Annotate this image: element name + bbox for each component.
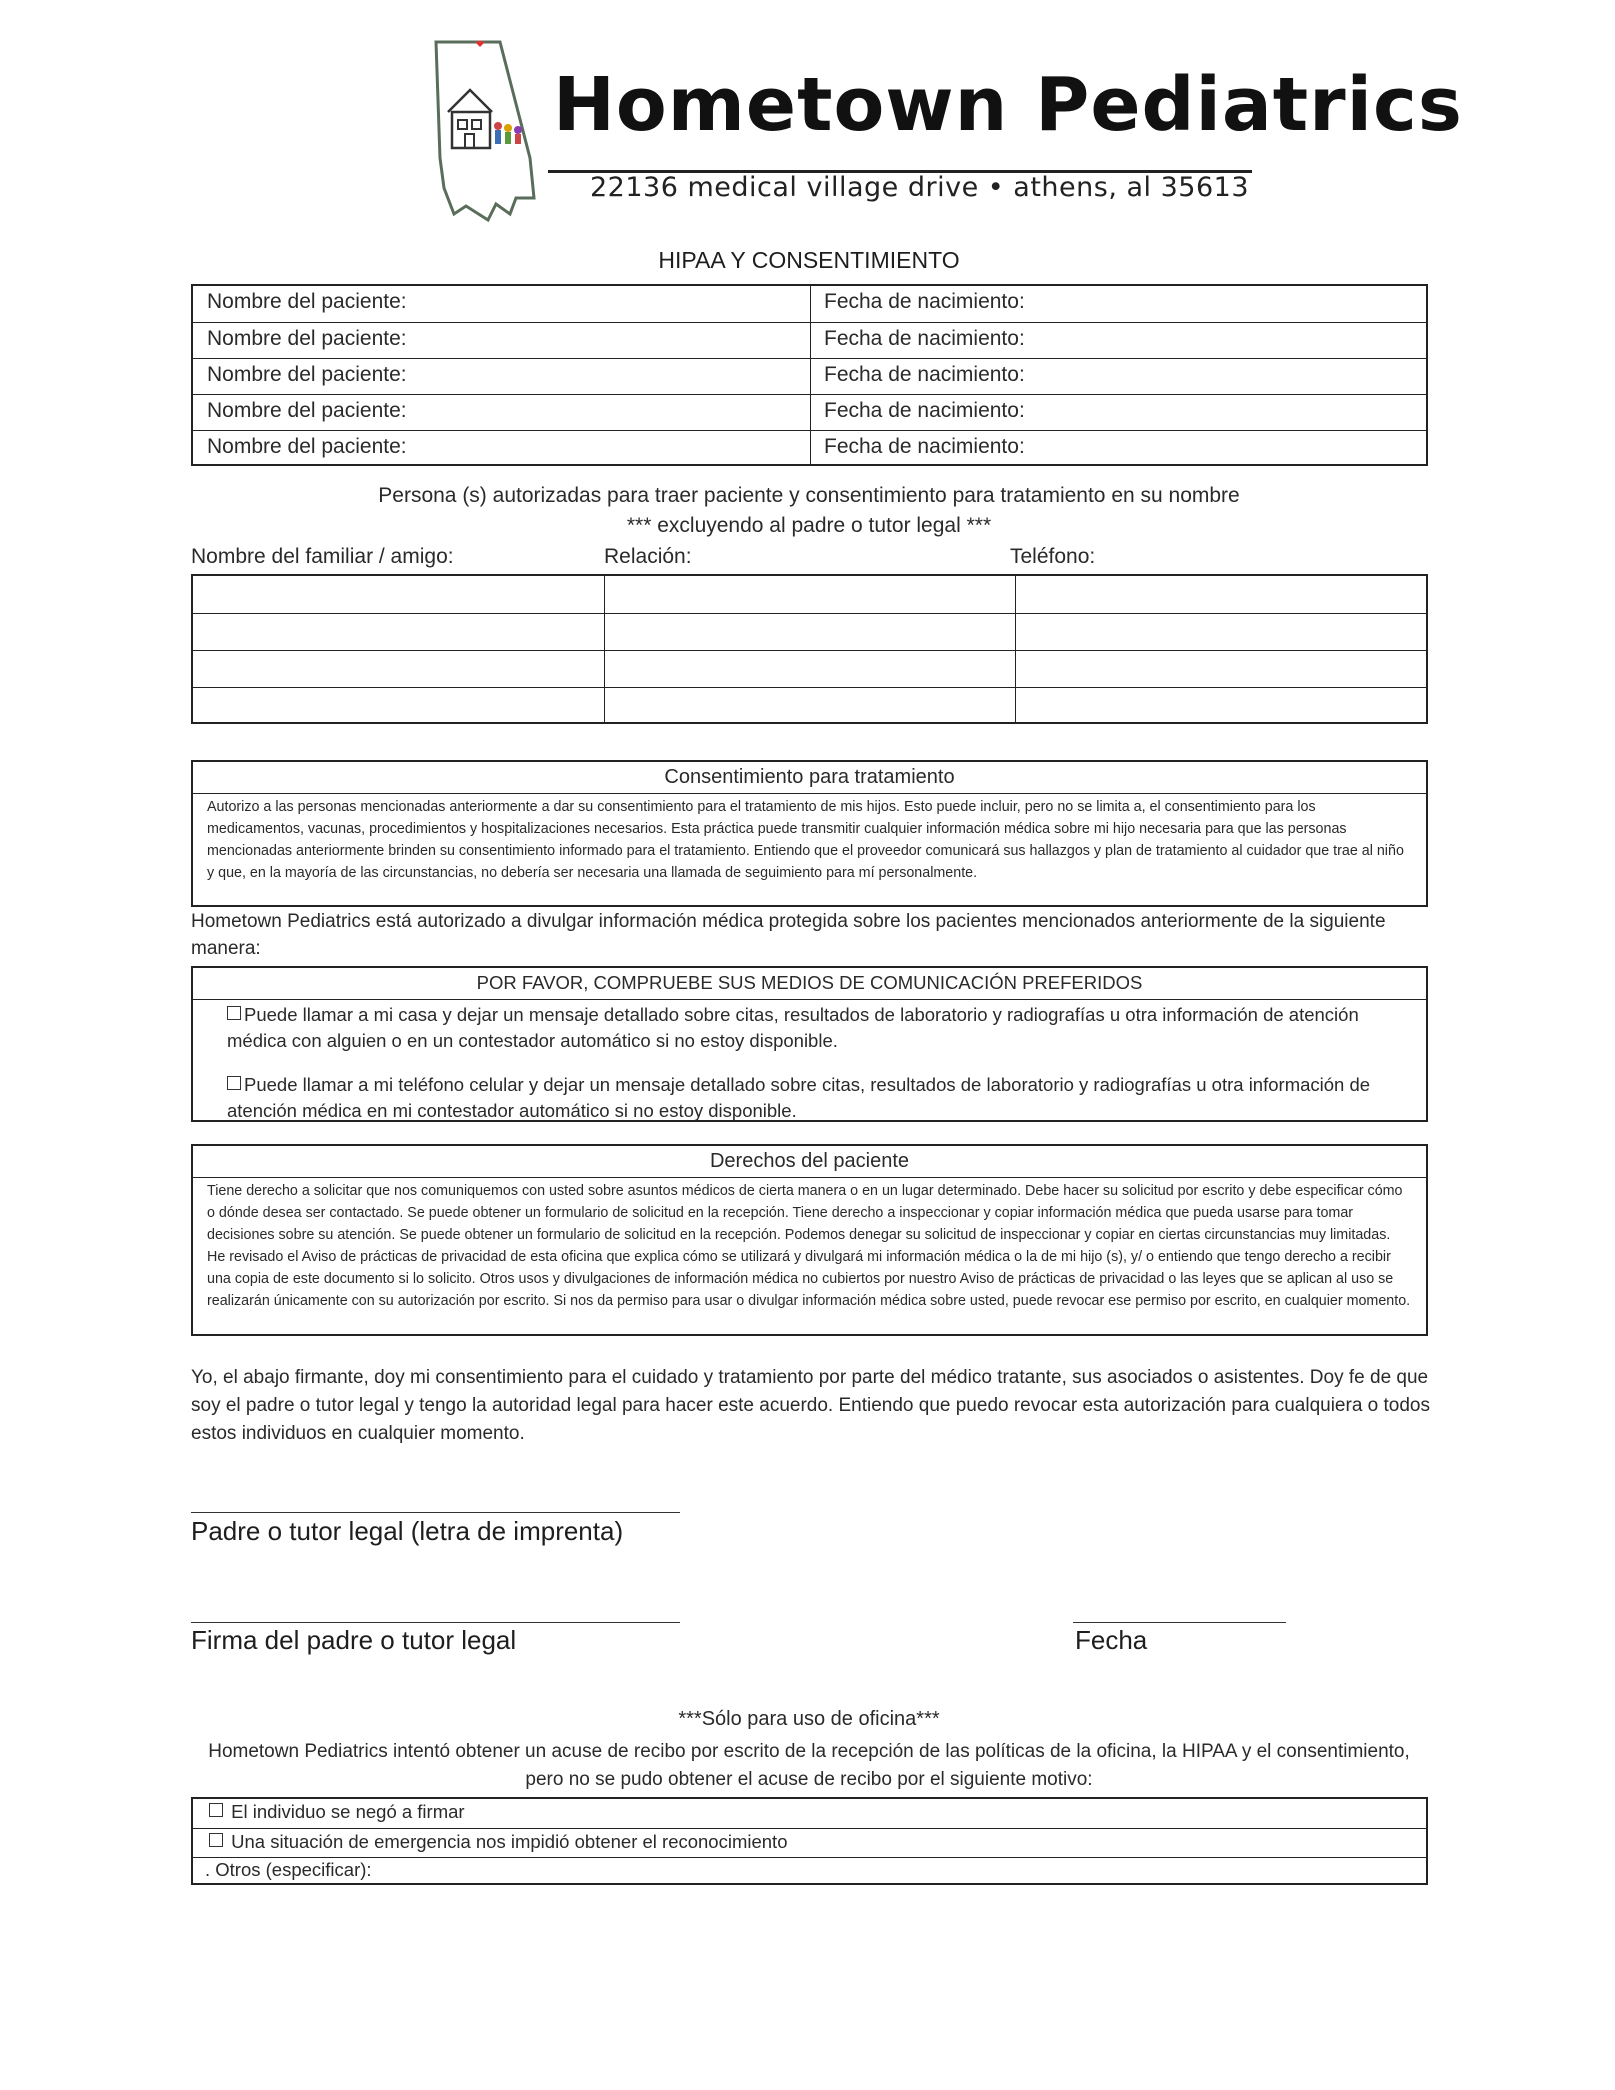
table-row[interactable] — [193, 286, 1426, 322]
table-row[interactable] — [193, 430, 1426, 466]
checkbox-icon[interactable] — [227, 1006, 241, 1020]
consent-treatment-title: Consentimiento para tratamiento — [193, 762, 1426, 794]
cell-phone-option-text: Puede llamar a mi teléfono celular y dejar un mensaje detallado sobre citas, resultados de laboratorio y radiografías u otra información de atención médica en mi contestador automático si no estoy disponible. — [227, 1074, 1371, 1121]
table-row[interactable] — [193, 576, 1426, 613]
patient-name-label: Nombre del paciente: — [207, 435, 407, 458]
table-row[interactable] — [193, 1828, 1426, 1857]
refused-option-text: El individuo se negó a firmar — [231, 1801, 465, 1822]
patient-name-label: Nombre del paciente: — [207, 327, 407, 350]
office-use-table — [191, 1797, 1428, 1885]
authorized-persons-note: *** excluyendo al padre o tutor legal *** — [626, 514, 992, 537]
column-header-phone: Teléfono: — [1010, 545, 1096, 568]
patients-table — [191, 284, 1428, 466]
patient-rights-box — [191, 1144, 1428, 1336]
form-title: HIPAA Y CONSENTIMIENTO — [658, 247, 960, 273]
authorized-contacts-table — [191, 574, 1428, 724]
emergency-option-text: Una situación de emergencia nos impidió obtener el reconocimiento — [231, 1831, 788, 1852]
disclosure-text: Hometown Pediatrics está autorizado a divulgar información médica protegida sobre los pacientes mencionados anteriormente de la siguiente manera: — [191, 911, 1386, 959]
table-row[interactable] — [193, 1799, 1426, 1828]
home-phone-option[interactable] — [227, 1002, 1406, 1054]
patient-rights-body: Tiene derecho a solicitar que nos comuniquemos con usted sobre asuntos médicos de cierta manera o en un lugar determinado. Debe hacer su solicitud por escrito y debe especificar cómo o dónde desea ser contactado. Se puede obtener un formulario de solicitud en la recepción. Tiene derecho a inspeccionar y copiar información médica que pueda usarse para tomar decisiones sobre su atención. Se puede obtener un formulario de solicitud en la recepción. Podemos denegar su solicitud de inspeccionar y copiar en ciertas circunstancias muy limitadas. He revisado el Aviso de prácticas de privacidad de esta oficina que explica cómo se utilizará y divulgará mi información médica o la de mi hijo (s), y/ o entiendo que tengo derecho a recibir una copia de este documento si lo solicito. Otros usos y divulgaciones de información médica no cubiertos por nuestro Aviso de prácticas de privacidad o las leyes que se aplican al uso se realizarán únicamente con su autorización por escrito. Si nos da permiso para usar o divulgar información médica sobre usted, puede revocar ese permiso por escrito, en cualquier momento. — [207, 1183, 1411, 1309]
other-specify-label: . Otros (especificar): — [205, 1859, 372, 1880]
patient-name-label: Nombre del paciente: — [207, 363, 407, 386]
table-row[interactable] — [193, 1857, 1426, 1885]
emergency-option[interactable] — [209, 1831, 788, 1853]
checkbox-icon[interactable] — [209, 1803, 223, 1817]
birth-date-label: Fecha de nacimiento: — [824, 363, 1025, 386]
table-row[interactable] — [193, 394, 1426, 430]
checkbox-icon[interactable] — [209, 1833, 223, 1847]
patient-rights-title: Derechos del paciente — [193, 1146, 1426, 1178]
patient-name-label: Nombre del paciente: — [207, 399, 407, 422]
patient-name-label: Nombre del paciente: — [207, 290, 407, 313]
office-use-text: Hometown Pediatrics intentó obtener un acuse de recibo por escrito de la recepción de las políticas de la oficina, la HIPAA y el consentimiento, pero no se pudo obtener el acuse de recibo por el siguiente motivo: — [208, 1741, 1410, 1790]
signature-line[interactable] — [191, 1622, 680, 1623]
table-row[interactable] — [193, 687, 1426, 724]
birth-date-label: Fecha de nacimiento: — [824, 290, 1025, 313]
table-row[interactable] — [193, 322, 1426, 358]
checkbox-icon[interactable] — [227, 1076, 241, 1090]
date-label: Fecha — [1075, 1625, 1148, 1655]
consent-statement: Yo, el abajo firmante, doy mi consentimiento para el cuidado y tratamiento por parte del médico tratante, sus asociados o asistentes. Doy fe de que soy el padre o tutor legal y tengo la autoridad legal para hacer este acuerdo. Entiendo que puedo revocar esta autorización para cualquiera o todos estos individuos en cualquier momento. — [191, 1367, 1430, 1444]
birth-date-label: Fecha de nacimiento: — [824, 399, 1025, 422]
cell-phone-option[interactable] — [227, 1072, 1406, 1124]
column-header-name: Nombre del familiar / amigo: — [191, 545, 454, 568]
column-header-relation: Relación: — [604, 545, 692, 568]
authorized-persons-intro: Persona (s) autorizadas para traer paciente y consentimiento para tratamiento en su nombre — [378, 484, 1240, 507]
table-row[interactable] — [193, 650, 1426, 687]
communication-preferences-title: POR FAVOR, COMPRUEBE SUS MEDIOS DE COMUNICACIÓN PREFERIDOS — [193, 968, 1426, 1000]
consent-treatment-box — [191, 760, 1428, 907]
consent-treatment-body: Autorizo a las personas mencionadas anteriormente a dar su consentimiento para el tratamiento de mis hijos. Esto puede incluir, pero no se limita a, el consentimiento para los medicamentos, vacunas, procedimientos y hospitalizaciones necesarios. Esta práctica puede transmitir cualquier información médica sobre mi hijo necesaria para que las personas mencionadas anteriormente brinden su consentimiento informado para el tratamiento. Entiendo que el proveedor comunicará sus hallazgos y plan de tratamiento al cuidador que trae al niño y que, en la mayoría de las circunstancias, no debería ser necesaria una llamada de seguimiento para mí personalmente. — [207, 799, 1404, 881]
printed-name-line[interactable] — [191, 1512, 680, 1513]
signature-label: Firma del padre o tutor legal — [191, 1625, 517, 1655]
table-row[interactable] — [193, 358, 1426, 394]
alabama-house-logo — [430, 38, 558, 222]
brand-address: 22136 medical village drive • athens, al 35613 — [590, 172, 1250, 203]
date-line[interactable] — [1073, 1622, 1286, 1623]
communication-preferences-box — [191, 966, 1428, 1122]
refused-option[interactable] — [209, 1801, 465, 1823]
birth-date-label: Fecha de nacimiento: — [824, 435, 1025, 458]
home-phone-option-text: Puede llamar a mi casa y dejar un mensaje detallado sobre citas, resultados de laboratorio y radiografías u otra información de atención médica con alguien o en un contestador automático si no estoy disponible. — [227, 1004, 1359, 1051]
table-row[interactable] — [193, 613, 1426, 650]
printed-name-label: Padre o tutor legal (letra de imprenta) — [191, 1516, 624, 1546]
brand-name: Hometown Pediatrics — [553, 62, 1463, 148]
office-use-heading: ***Sólo para uso de oficina*** — [678, 1708, 940, 1730]
birth-date-label: Fecha de nacimiento: — [824, 327, 1025, 350]
